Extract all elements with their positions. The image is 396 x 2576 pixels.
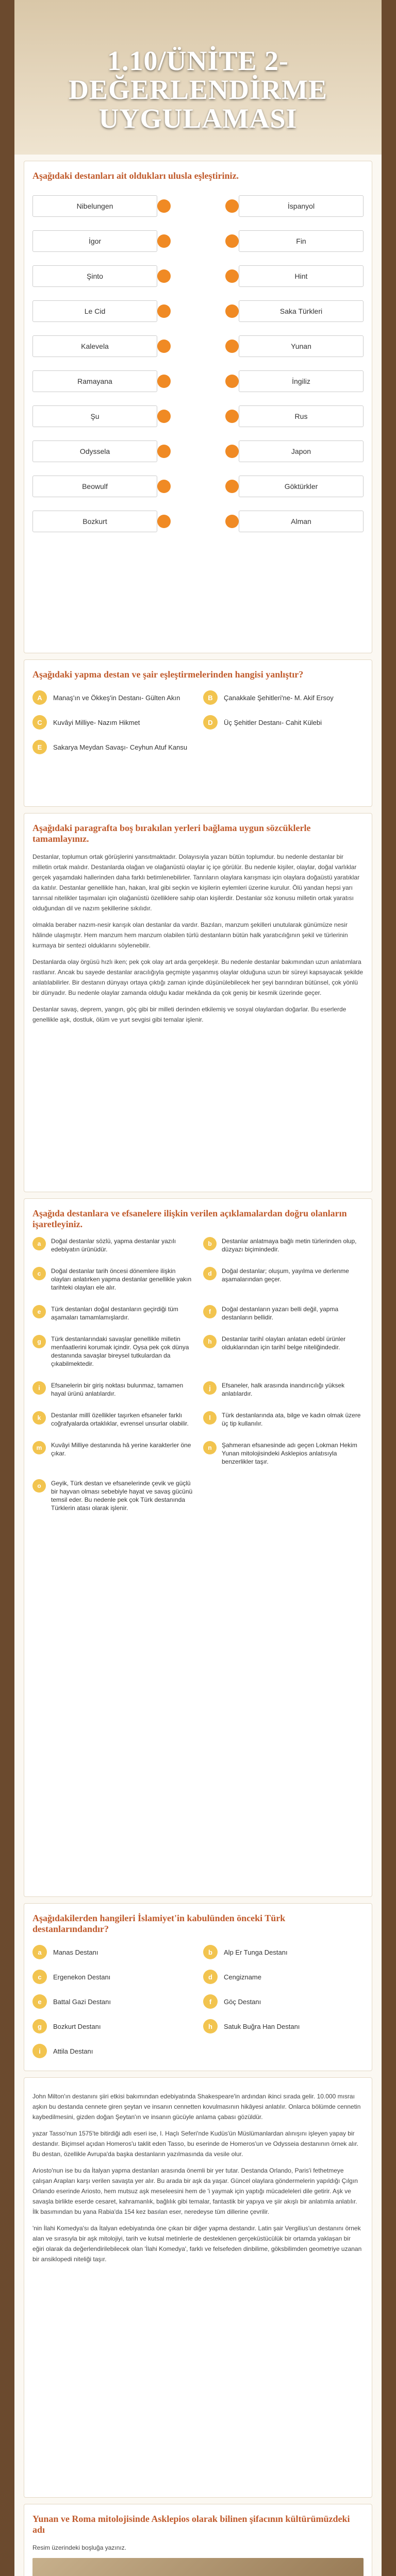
page-title: 1.10/ÜNİTE 2-DEĞERLENDİRME UYGULAMASI — [68, 45, 328, 134]
statement-badge: e — [32, 1305, 46, 1318]
option-label: Sakarya Meydan Savaşı- Ceyhun Atuf Kansu — [53, 743, 188, 751]
match-right-dot[interactable] — [225, 410, 239, 423]
statement-badge: g — [32, 1335, 46, 1348]
match-left-dot[interactable] — [157, 269, 171, 283]
options-grid — [32, 1942, 364, 2061]
statement-item[interactable] — [32, 1335, 193, 1368]
question-title: Aşağıdaki paragrafta boş bırakılan yerleri bağlama uygun sözcüklerle tamamlayınız. — [32, 823, 311, 844]
match-left-box: Kalevela — [32, 335, 157, 357]
statement-item[interactable] — [203, 1267, 364, 1292]
match-right-dot[interactable] — [225, 304, 239, 318]
statement-item[interactable] — [203, 1305, 364, 1321]
question-title: Aşağıdakilerden hangileri İslamiyet'in kabulünden önceki Türk destanlarındandır? — [32, 1913, 286, 1934]
match-left-dot[interactable] — [157, 410, 171, 423]
match-right-dot[interactable] — [225, 375, 239, 388]
option-badge: e — [32, 1994, 47, 2009]
statement-text: Kuvâyi Milliye destanında hâ yerine karakterler öne çıkar. — [51, 1442, 191, 1457]
sheet — [14, 0, 382, 2576]
option[interactable] — [32, 1994, 193, 2009]
option-badge: i — [32, 2044, 47, 2058]
statement-badge: m — [32, 1441, 46, 1454]
match-left-box: Beowulf — [32, 476, 157, 497]
match-row — [32, 294, 364, 329]
statement-text: Geyik, Türk destan ve efsanelerinde çevik ve güçlü bir hayvan olması sebebiyle hayat ve savaş gücünü temsil eder. Bu nedenle pek çok Türk destanında Türklerin atası olarak işlenir. — [51, 1480, 193, 1512]
match-left-dot[interactable] — [157, 199, 171, 213]
question-paragraphs — [24, 2077, 372, 2498]
option[interactable] — [203, 1994, 364, 2009]
option-label: Çanakkale Şehitleri'ne- M. Akif Ersoy — [224, 693, 334, 702]
option-badge: f — [203, 1994, 218, 2009]
match-row — [32, 434, 364, 469]
option-label: Manaş'ın ve Ökkeş'in Destanı- Gülten Akın — [53, 693, 180, 702]
options-grid — [32, 687, 364, 757]
match-left-dot[interactable] — [157, 480, 171, 493]
match-right-box: İspanyol — [239, 195, 364, 217]
match-list — [32, 189, 364, 539]
match-right-box: Göktürkler — [239, 476, 364, 497]
statement-badge: c — [32, 1267, 46, 1280]
option-badge: g — [32, 2019, 47, 2033]
match-left-box: Le Cid — [32, 300, 157, 322]
statement-text: Destanlar tarihî olayları anlatan edebî ürünler olduklarından için tarihî belge niteliğindedir. — [222, 1335, 346, 1351]
match-left-dot[interactable] — [157, 375, 171, 388]
left-border — [0, 0, 14, 2576]
match-left-box: Şinto — [32, 265, 157, 287]
statement-item[interactable] — [203, 1381, 364, 1398]
option[interactable] — [32, 2044, 193, 2058]
match-right-dot[interactable] — [225, 234, 239, 248]
statement-item[interactable] — [32, 1267, 193, 1292]
statement-item[interactable] — [32, 1441, 193, 1466]
match-row — [32, 259, 364, 294]
statement-text: Destanlar millî özellikler taşırken efsaneler farklı coğrafyalarda ortaklıklar, evrensel unsurlar olabilir. — [51, 1412, 189, 1427]
question-title: Yunan ve Roma mitolojisinde Asklepios olarak bilinen şifacının kültürümüzdeki adı — [32, 2514, 350, 2535]
question-true-statements — [24, 1198, 372, 1897]
question-image — [24, 2504, 372, 2576]
match-right-dot[interactable] — [225, 480, 239, 493]
hero-banner — [14, 0, 382, 155]
statements-grid — [32, 1237, 364, 1521]
option-label: Üç Şehitler Destanı- Cahit Külebi — [224, 718, 322, 726]
option[interactable] — [32, 715, 193, 730]
match-right-dot[interactable] — [225, 199, 239, 213]
statement-item[interactable] — [32, 1411, 193, 1428]
match-right-box: Saka Türkleri — [239, 300, 364, 322]
statement-badge: b — [203, 1237, 217, 1250]
statement-badge: d — [203, 1267, 217, 1280]
match-row — [32, 189, 364, 224]
statement-text: Türk destanlarındaki savaşlar genellikle milletin menfaatlerini korumak içindir. Oysa pek çok dünya destanında savaşlar bireysel tutkulardan da çıkabilmektedir. — [51, 1335, 189, 1367]
option-badge: a — [32, 1945, 47, 1959]
statement-item[interactable] — [32, 1237, 193, 1253]
match-right-dot[interactable] — [225, 515, 239, 528]
statement-item[interactable] — [203, 1237, 364, 1253]
option[interactable] — [203, 715, 364, 730]
option-badge: B — [203, 690, 218, 705]
match-left-dot[interactable] — [157, 515, 171, 528]
option-label: Cengizname — [224, 1973, 261, 1981]
option-badge: A — [32, 690, 47, 705]
match-right-box: Japon — [239, 440, 364, 462]
option-badge: C — [32, 715, 47, 730]
paragraph-2: olmakla beraber nazım-nesir karışık olan destanlar da vardır. Bazıları, manzum şekilleri unutularak günümüze nesir hâlinde ulaşmıştır. Hem manzum hem manzum olabilen türlü destanların bütün halk yaratıcılığının şekil ve türlerinin kurmaya bir sentezi olduklarını söylenebilir. — [32, 921, 348, 949]
match-right-dot[interactable] — [225, 340, 239, 353]
match-left-box: Ramayana — [32, 370, 157, 392]
statement-badge: h — [203, 1335, 217, 1348]
option-label: Kuvâyi Milliye- Nazım Hikmet — [53, 718, 140, 726]
option-badge: c — [32, 1970, 47, 1984]
statement-badge: n — [203, 1441, 217, 1454]
asklepios-painting[interactable] — [32, 2558, 364, 2576]
statement-item[interactable] — [32, 1381, 193, 1398]
question-title: Aşağıdaki destanları ait oldukları ulusla eşleştiriniz. — [32, 171, 239, 181]
match-right-box: Alman — [239, 511, 364, 532]
statement-text: Efsaneler, halk arasında inandırıcılığı yüksek anlatılardır. — [222, 1382, 345, 1397]
statement-text: Şahmeran efsanesinde adı geçen Lokman Hekim Yunan mitolojisindeki Asklepios anlatısıyla benzerlikler taşır. — [222, 1442, 357, 1465]
option[interactable] — [203, 690, 364, 705]
option-label: Battal Gazi Destanı — [53, 1997, 111, 2006]
statement-badge: a — [32, 1237, 46, 1250]
match-right-dot[interactable] — [225, 269, 239, 283]
option-label: Ergenekon Destanı — [53, 1973, 111, 1981]
match-right-box: Yunan — [239, 335, 364, 357]
statement-badge: l — [203, 1411, 217, 1425]
match-right-box: İngiliz — [239, 370, 364, 392]
match-left-box: Odyssela — [32, 440, 157, 462]
option[interactable] — [32, 2019, 193, 2033]
match-row — [32, 224, 364, 259]
option[interactable] — [32, 1945, 193, 1959]
question-fill-blanks — [24, 813, 372, 1192]
paragraph-3: Destanlarda olay örgüsü hızlı iken; pek çok olay art arda gerçekleşir. Bu nedenle destanlar bakımından uzun anlatımlara rastlanır. Ancak bu sayede destanlar aracılığıyla geçmişte yaşanmış olaylar olduğuna uzun bir süreyi kapsayacak şekilde anlatılabilirler. Bir destanın dünyayı ortaya çıktığı zaman içinde düşünülebilecek her şeyi barındıran bütünsel, çok yönlü bir dünyadır. Bu nedenle olaylar zamanda olduğu kadar mekânda da çok geniş bir kesmik üzerinde geçer. — [32, 958, 364, 996]
match-left-box: Nibelungen — [32, 195, 157, 217]
match-row — [32, 504, 364, 539]
statement-badge: j — [203, 1381, 217, 1395]
option[interactable] — [32, 690, 193, 705]
statement-badge: i — [32, 1381, 46, 1395]
statement-text: Doğal destanlar tarih öncesi dönemlere ilişkin olayları anlatırken yapma destanlar genellikle yakın tarihteki olayları ele alır. — [51, 1267, 192, 1291]
paragraph-1: John Milton'ın destanını şiiri etkisi bakımından edebiyatında Shakespeare'in ardından ikinci sırada gelir. 10.000 mısraı aşkın bu destanda cennete giren şeytan ve insanın cennetten kovulmasının hikâyesi anlatılır. Onlarca bölümde cennetin kaybedilmesini, gizden doğan Şeytan'ın ve insanın gücüyle anlama çabası gözüldür. — [32, 2093, 361, 2121]
option-label: Manas Destanı — [53, 1948, 98, 1956]
option-label: Alp Er Tunga Destanı — [224, 1948, 288, 1956]
statement-item[interactable] — [32, 1479, 193, 1512]
question-select — [24, 1903, 372, 2071]
option-badge: d — [203, 1970, 218, 1984]
match-row — [32, 399, 364, 434]
option-label: Göç Destanı — [224, 1997, 261, 2006]
statement-item[interactable] — [203, 1441, 364, 1466]
option[interactable] — [203, 1945, 364, 1959]
statement-text: Destanlar anlatmaya bağlı metin türlerinden olup, düzyazı biçimindedir. — [222, 1238, 357, 1253]
question-matching — [24, 161, 372, 653]
option[interactable] — [203, 1970, 364, 1984]
option-label: Attila Destanı — [53, 2047, 93, 2055]
paragraph-4: 'nin İlahi Komedya'sı da İtalyan edebiyatında öne çıkan bir diğer yapma destandır. Latin şair Vergilius'un destanını örnek alan ve sırasıyla bir aşk mitolojiyi, tarih ve kutsal metinlerle de desteklenen gerçeküstücülük bir ortamda yaklaşan bir eğiri olarak da değerlendirilebilecek olan 'İlahi Komedya', farklı ve felsefeden dinbilime, göksbilimden geometriye uzanan bir ansiklopedi niteliği taşır. — [32, 2225, 362, 2263]
paragraph-1: Destanlar, toplumun ortak görüşlerini yansıtmaktadır. Dolayısıyla yazarı bütün toplumdur. bu nedenle destanlar bir milletin ortak malıdır. Destanlarda olağan ve olağanüstü olaylar iç içe görülür. Bu nedenle kişiler, olaylar, doğal varlıklar gerçek yaşamdaki hallerinden daha farklı betimlenebilirler. Tanrıların olaylara karışması için olaylara doğaüstü yaratıklar da katılır. Destanlar genellikle han, hakan, kral gibi seçkin ve kişilerin eylemleri üzerine kurulur. Ölü yandan hepsi yarı tanrısal nitelikler taşımaları için olağanüstü özelliklere sahip olan kişilerdir. Destanlar söz konusu milletin ortak yaratısı olduğundan dil ve nazım şekillerine sıkılıdır. — [32, 853, 360, 912]
statement-text: Türk destanlarında ata, bilge ve kadın olmak üzere üç tip kullanılır. — [222, 1412, 361, 1427]
right-border — [382, 0, 396, 2576]
option-label: Bozkurt Destanı — [53, 2022, 101, 2030]
match-left-box: İgor — [32, 230, 157, 252]
match-right-box: Rus — [239, 405, 364, 427]
option[interactable] — [32, 1970, 193, 1984]
match-row — [32, 364, 364, 399]
option[interactable] — [203, 2019, 364, 2033]
match-left-dot[interactable] — [157, 304, 171, 318]
paragraph-4: Destanlar savaş, deprem, yangın, göç gibi bir milleti derinden etkilemiş ve sosyal olaylardan doğarlar. Bu eserlerde genellikle aşk, dostluk, ölüm ve yurt sevgisi gibi temalar işlenir. — [32, 1006, 346, 1023]
question-title: Aşağıdaki yapma destan ve şair eşleştirmelerinden hangisi yanlıştır? — [32, 669, 304, 680]
statement-badge: o — [32, 1479, 46, 1493]
match-row — [32, 329, 364, 364]
question-title: Aşağıda destanlara ve efsanelere ilişkin verilen açıklamalardan doğru olanların işaretleyiniz. — [32, 1208, 347, 1229]
statement-item[interactable] — [32, 1305, 193, 1321]
option-badge: E — [32, 740, 47, 754]
option-badge: b — [203, 1945, 218, 1959]
statement-text: Doğal destanların yazarı belli değil, yapma destanların bellidir. — [222, 1306, 339, 1321]
match-left-dot[interactable] — [157, 234, 171, 248]
statement-item[interactable] — [203, 1411, 364, 1428]
match-left-box: Bozkurt — [32, 511, 157, 532]
statement-text: Doğal destanlar; oluşum, yayılma ve derlenme aşamalarından geçer. — [222, 1267, 349, 1283]
paragraph-2: yazar Tasso'nun 1575'te bitirdiği adlı eseri ise, I. Haçlı Seferi'nde Kudüs'ün Müslümanlardan alınışını işleyen yapay bir destandır. Biçimsel açıdan Homeros'u taklit eden Tasso, bu eserinde de Homeros'un ve Odysseia destanının örnek alır. Bu destan, özellikle Avrupa'da başka destanların yazılmasında da vesile olur. — [32, 2130, 359, 2158]
option-badge: D — [203, 715, 218, 730]
image-prompt: Resim üzerindeki boşluğa yazınız. — [32, 2544, 127, 2551]
statement-text: Doğal destanlar sözlü, yapma destanlar yazılı edebiyatın ürünüdür. — [51, 1238, 176, 1253]
statement-item[interactable] — [203, 1335, 364, 1368]
option[interactable] — [32, 740, 193, 754]
match-left-dot[interactable] — [157, 340, 171, 353]
match-row — [32, 469, 364, 504]
match-right-box: Fin — [239, 230, 364, 252]
statement-text: Türk destanları doğal destanların geçirdiği tüm aşamaları tamamlamışlardır. — [51, 1306, 178, 1321]
paragraph-3: Ariosto'nun ise bu da İtalyan yapma destanları arasında önemli bir yer tutar. Destanda Orlando, Paris'i fethetmeye çalışan Arapları karşı verilen savaşta yer alır. Bu arada bir aşk da yaşar. Güncel olaylara göndermelerin yapıldığı Çılgın Orlando eserinde Ariosto, hem mutsuz aşk meseleesini hem de 'i yaymak için yaptığı mücadeleleri dile getirir. Aşk ve savaşla birlikte eserde cesaret, kahramanlık, bağlılık gibi temalar, fantastik bir yapıya ve şiir akışlı bir anlatımla anlatılır. İlk basımından bu yana Rabia'da 154 kez basılan eser, neredeyse tüm dillerine çevrilir. — [32, 2167, 358, 2215]
match-left-box: Şu — [32, 405, 157, 427]
option-badge: h — [203, 2019, 218, 2033]
statement-badge: k — [32, 1411, 46, 1425]
option-label: Satuk Buğra Han Destanı — [224, 2022, 300, 2030]
match-left-dot[interactable] — [157, 445, 171, 458]
question-multiple-choice — [24, 659, 372, 807]
match-right-box: Hint — [239, 265, 364, 287]
statement-badge: f — [203, 1305, 217, 1318]
match-right-dot[interactable] — [225, 445, 239, 458]
statement-text: Efsanelerin bir giriş noktası bulunmaz, tamamen hayal ürünü anlatılardır. — [51, 1382, 184, 1397]
